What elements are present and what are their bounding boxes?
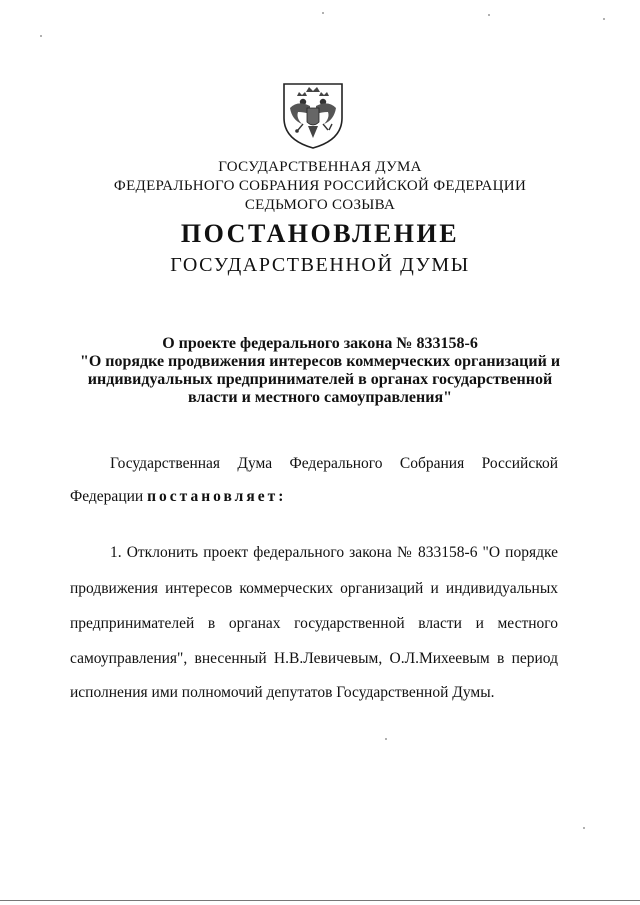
- header-federal-assembly: ФЕДЕРАЛЬНОГО СОБРАНИЯ РОССИЙСКОЙ ФЕДЕРАЦИИ: [113, 178, 527, 194]
- preamble-federation: Федерации: [70, 488, 148, 505]
- clause-1-line-3: предпринимателей в органах государственной власти и местного: [70, 615, 558, 632]
- clause-1-line-1: 1. Отклонить проект федерального закона № 833158-6 "О порядке: [110, 544, 558, 561]
- subject-line-3: индивидуальных предпринимателей в органах государственной: [87, 371, 553, 388]
- document-title: ПОСТАНОВЛЕНИЕ: [180, 219, 460, 248]
- header-duma: ГОСУДАРСТВЕННАЯ ДУМА: [218, 159, 422, 175]
- bottom-edge: [0, 900, 640, 901]
- clause-1-line-2: продвижения интересов коммерческих организаций и индивидуальных: [70, 580, 558, 597]
- header-convocation: СЕДЬМОГО СОЗЫВА: [244, 197, 396, 213]
- preamble-line-1: Государственная Дума Федерального Собрания Российской: [110, 455, 558, 472]
- subject-line-2: "О порядке продвижения интересов коммерческих организаций и: [79, 353, 561, 370]
- subject-line-4: власти и местного самоуправления": [187, 389, 453, 406]
- clause-1-line-5: исполнения ими полномочий депутатов Государственной Думы.: [70, 684, 495, 701]
- preamble-decides: постановляет:: [147, 488, 287, 505]
- clause-1-line-4: самоуправления", внесенный Н.В.Левичевым, О.Л.Михеевым в период: [70, 650, 558, 667]
- coat-of-arms-icon: [276, 78, 350, 150]
- document-subtitle: ГОСУДАРСТВЕННОЙ ДУМЫ: [170, 254, 470, 276]
- preamble-line-2: [70, 488, 558, 506]
- subject-line-1: О проекте федерального закона № 833158-6: [162, 335, 478, 352]
